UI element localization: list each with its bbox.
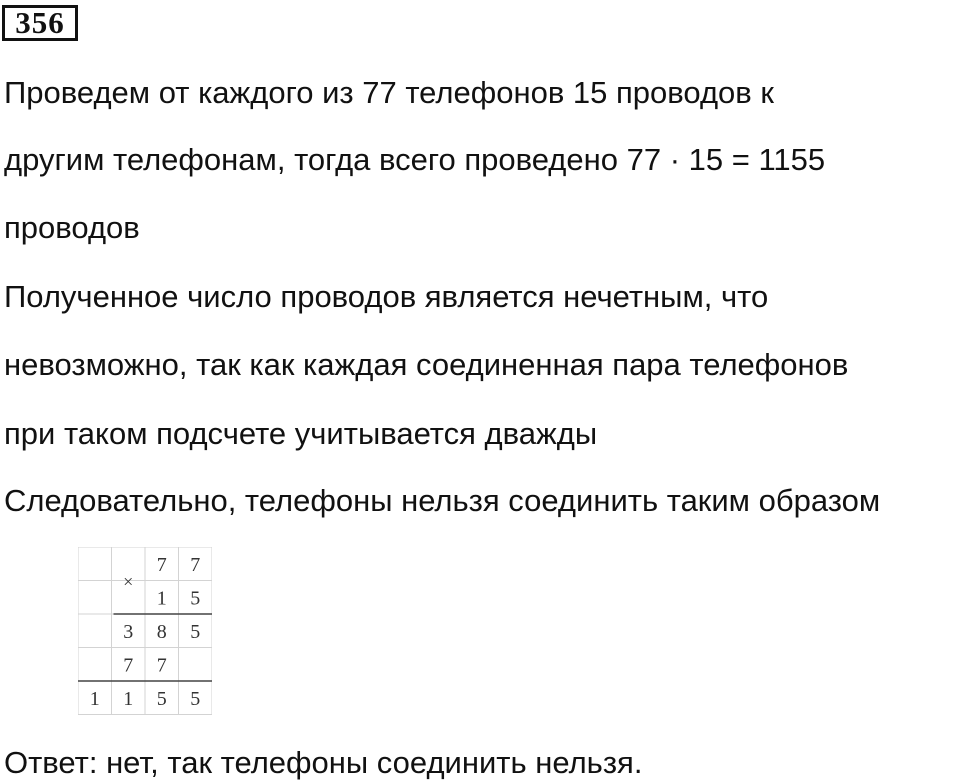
digit: 3 [123, 620, 134, 643]
digit: 1 [89, 687, 100, 710]
problem-number: 356 [2, 5, 78, 41]
digit: 1 [156, 587, 167, 610]
digit: 7 [156, 553, 167, 576]
solution-line-4: Полученное число проводов является нечетным, что [4, 279, 769, 314]
digit: 5 [156, 687, 167, 710]
multiplication-column [78, 547, 212, 715]
solution-line-1: Проведем от каждого из 77 телефонов 15 проводов к [4, 75, 774, 110]
solution-line-7: Следовательно, телефоны нельзя соединить таким образом [4, 483, 881, 518]
solution-line-6: при таком подсчете учитывается дважды [4, 416, 598, 451]
digit: 5 [190, 587, 201, 610]
digit: 7 [156, 654, 167, 677]
digit: 8 [156, 620, 167, 643]
digit: 1 [123, 687, 134, 710]
answer-line: Ответ: нет, так телефоны соединить нельзя. [4, 745, 643, 780]
digit: 7 [123, 654, 134, 677]
solution-line-2: другим телефонам, тогда всего проведено 77 · 15 = 1155 [4, 142, 826, 177]
digit: 7 [190, 553, 201, 576]
multiply-sign: × [123, 571, 134, 592]
solution-line-3: проводов [4, 210, 140, 245]
digit: 5 [190, 620, 201, 643]
digit: 5 [190, 687, 201, 710]
solution-line-5: невозможно, так как каждая соединенная пара телефонов [4, 347, 849, 382]
